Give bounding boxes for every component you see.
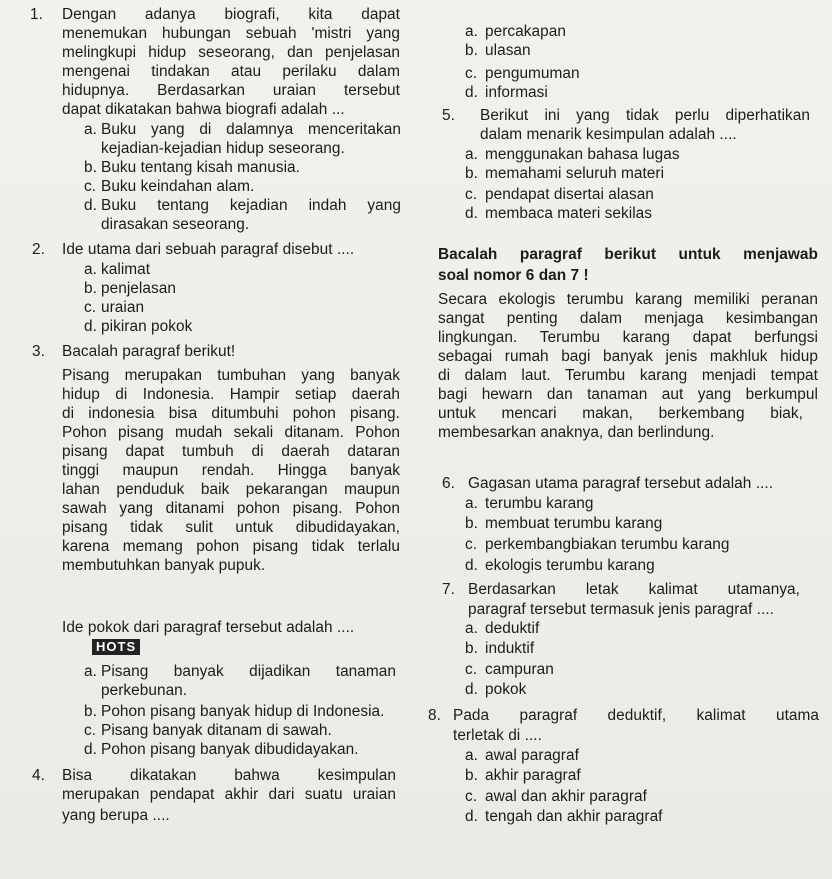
passage-line: pisang dapat tumbuh di daerah dataran — [62, 443, 400, 460]
option-letter: a. — [465, 495, 478, 512]
option-letter: a. — [465, 620, 478, 637]
option-letter: a. — [84, 121, 97, 138]
option-text: induktif — [485, 640, 535, 657]
option-letter: b. — [465, 165, 478, 182]
option-text: pendapat disertai alasan — [485, 186, 654, 203]
passage-line: karena memang pohon pisang tidak terlalu — [62, 538, 400, 555]
option-letter: a. — [84, 261, 97, 278]
option-letter: c. — [465, 65, 478, 82]
question-text-line: Berikut ini yang tidak perlu diperhatikan — [480, 107, 810, 124]
option-letter: a. — [465, 146, 478, 163]
option-text: informasi — [485, 84, 548, 101]
option-text: perkembangbiakan terumbu karang — [485, 536, 730, 553]
option-letter: b. — [84, 159, 97, 176]
option-text: membaca materi sekilas — [485, 205, 653, 222]
option-text: deduktif — [485, 620, 540, 637]
option-text: perkebunan. — [101, 682, 188, 699]
option-text: akhir paragraf — [485, 767, 581, 784]
question-text-line: terletak di .... — [453, 727, 542, 744]
passage-line: bagi hewarn dan tanaman aut yang berkumpul — [438, 386, 818, 403]
option-letter: b. — [465, 42, 478, 59]
passage-line: tinggi maupun rendah. Hingga banyak — [62, 462, 400, 479]
option-text: kejadian-kejadian hidup seseorang. — [101, 140, 345, 157]
option-letter: d. — [465, 557, 478, 574]
question-text-line: menemukan hubungan sebuah 'mistri yang — [62, 25, 400, 42]
passage-line: sawah yang ditanami pohon pisang. Pohon — [62, 500, 400, 517]
option-text: pokok — [485, 681, 527, 698]
question-text-line: paragraf tersebut termasuk jenis paragraf .... — [468, 601, 774, 618]
option-text: ekologis terumbu karang — [485, 557, 655, 574]
option-text: awal paragraf — [485, 747, 579, 764]
question-text-line: yang berupa .... — [62, 807, 170, 824]
option-text: pikiran pokok — [101, 318, 193, 335]
option-letter: d. — [84, 197, 97, 214]
option-letter: d. — [465, 808, 478, 825]
option-letter: c. — [465, 661, 478, 678]
question-number: 6. — [442, 475, 455, 492]
instruction-line: Bacalah paragraf berikut untuk menjawab — [438, 246, 818, 263]
option-letter: a. — [84, 663, 97, 680]
option-text: kalimat — [101, 261, 151, 278]
question-text-line: dapat dikatakan bahwa biografi adalah ... — [62, 101, 345, 118]
option-text: ulasan — [485, 42, 531, 59]
option-text: Buku yang di dalamnya menceritakan — [101, 121, 401, 138]
option-text: Buku tentang kejadian indah yang — [101, 197, 401, 214]
question-text: Bacalah paragraf berikut! — [62, 343, 236, 360]
passage-line: sebagai rumah bagi banyak jenis makhluk hidup — [438, 348, 818, 365]
passage-line: Pohon pisang mudah sekali ditanam. Pohon — [62, 424, 400, 441]
question-text-line: hidupnya. Berdasarkan uraian tersebut — [62, 82, 400, 99]
option-letter: a. — [465, 747, 478, 764]
passage-line: Secara ekologis terumbu karang memiliki peranan — [438, 291, 818, 308]
passage-line: di indonesia bisa ditumbuhi pohon pisang. — [62, 405, 400, 422]
passage-line: pisang tidak sulit untuk dibudidayakan, — [62, 519, 400, 536]
option-text: pengumuman — [485, 65, 580, 82]
option-text: tengah dan akhir paragraf — [485, 808, 663, 825]
question-number: 8. — [428, 707, 441, 724]
instruction-line: soal nomor 6 dan 7 ! — [438, 267, 589, 284]
option-text: uraian — [101, 299, 145, 316]
question-text-line: merupakan pendapat akhir dari suatu uraian — [62, 786, 396, 803]
option-text: Buku keindahan alam. — [101, 178, 255, 195]
passage-line: untuk mencari makan, berkembang biak, — [438, 405, 803, 422]
option-letter: d. — [465, 84, 478, 101]
option-letter: b. — [84, 703, 97, 720]
option-text: penjelasan — [101, 280, 176, 297]
passage-line: lingkungan. Terumbu karang dapat berfungsi — [438, 329, 818, 346]
question-text-line: Dengan adanya biografi, kita dapat — [62, 6, 400, 23]
question-text-line: Bisa dikatakan bahwa kesimpulan — [62, 767, 396, 784]
option-text: campuran — [485, 661, 554, 678]
option-letter: d. — [465, 681, 478, 698]
question-number: 7. — [442, 581, 455, 598]
option-text: memahami seluruh materi — [485, 165, 665, 182]
option-text: percakapan — [485, 23, 566, 40]
option-letter: a. — [465, 23, 478, 40]
question-number: 3. — [32, 343, 45, 360]
passage-line: di dalam laut. Terumbu karang menjadi tempat — [438, 367, 818, 384]
passage-line: membutuhkan banyak pupuk. — [62, 557, 266, 574]
option-text: menggunakan bahasa lugas — [485, 146, 680, 163]
question-text: Ide utama dari sebuah paragraf disebut .... — [62, 241, 355, 258]
option-text: Pohon pisang banyak dibudidayakan. — [101, 741, 359, 758]
question-number: 5. — [442, 107, 455, 124]
question-text-line: mengenai tindakan atau perilaku dalam — [62, 63, 400, 80]
question-text-line: Berdasarkan letak kalimat utamanya, — [468, 581, 800, 598]
passage-line: membesarkan anaknya, dan berlindung. — [438, 424, 715, 441]
option-letter: d. — [84, 318, 97, 335]
option-letter: c. — [84, 722, 97, 739]
question-number: 2. — [32, 241, 45, 258]
option-letter: b. — [465, 640, 478, 657]
option-text: Pohon pisang banyak hidup di Indonesia. — [101, 703, 385, 720]
option-letter: c. — [84, 299, 97, 316]
question-number: 1. — [30, 6, 43, 23]
passage-line: hidup di Indonesia. Hampir setiap daerah — [62, 386, 400, 403]
question-text-line: Pada paragraf deduktif, kalimat utama — [453, 707, 819, 724]
question-text: Gagasan utama paragraf tersebut adalah .... — [468, 475, 774, 492]
option-letter: d. — [84, 741, 97, 758]
option-text: Buku tentang kisah manusia. — [101, 159, 300, 176]
option-text: dirasakan seseorang. — [101, 216, 250, 233]
option-letter: c. — [465, 186, 478, 203]
option-letter: c. — [84, 178, 97, 195]
hots-badge: HOTS — [92, 639, 140, 655]
option-letter: c. — [465, 788, 478, 805]
option-letter: d. — [465, 205, 478, 222]
option-text: Pisang banyak ditanam di sawah. — [101, 722, 332, 739]
option-letter: b. — [465, 767, 478, 784]
option-text: awal dan akhir paragraf — [485, 788, 647, 805]
option-letter: c. — [465, 536, 478, 553]
question-number: 4. — [32, 767, 45, 784]
question-text-line: melingkupi hidup seseorang, dan penjelasan — [62, 44, 400, 61]
question-text: Ide pokok dari paragraf tersebut adalah .... — [62, 619, 355, 636]
question-text-line: dalam menarik kesimpulan adalah .... — [480, 126, 737, 143]
passage-line: lahan penduduk baik pekarangan maupun — [62, 481, 400, 498]
option-letter: b. — [465, 515, 478, 532]
option-text: Pisang banyak dijadikan tanaman — [101, 663, 396, 680]
passage-line: sangat penting dalam menjaga kesimbangan — [438, 310, 818, 327]
option-text: terumbu karang — [485, 495, 594, 512]
passage-line: Pisang merupakan tumbuhan yang banyak — [62, 367, 400, 384]
option-letter: b. — [84, 280, 97, 297]
option-text: membuat terumbu karang — [485, 515, 663, 532]
